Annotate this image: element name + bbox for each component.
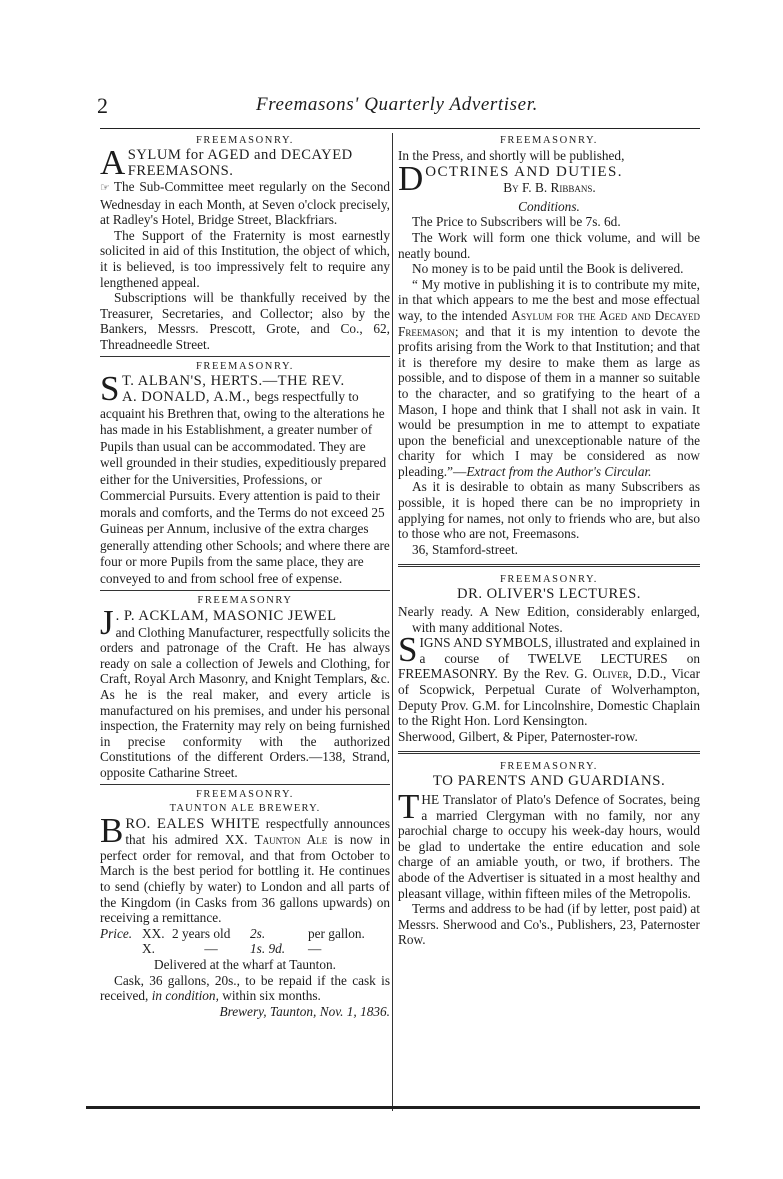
signature: Brewery, Taunton, Nov. 1, 1836. [219, 1003, 390, 1019]
title-line-2: FREEMASONS. [127, 162, 234, 179]
section-label: FREEMASONRY. [499, 135, 599, 146]
cask-note: Cask, 36 gallons, 20s., to be repaid if the cask is received, in condition, within six months. Brewery, Taunton, Nov. 1, 1836. [100, 972, 390, 1019]
body-lead: begs respectfully to acquaint his Brethren that, owing to the alterations he has made in his Establishment, a greater number of Pupils than usual can be accommodated. They are well grounded in their studies, expeditiously prepared either for the Universities, Professions, or Commercial Pursuits. Every attention is paid to their morals and comforts, and the Terms do not exceed 25 Guineas per Annum, inclusive of the extra charges generally attending other Schools; and where there are four or more Pupils from the same place, they are conveyed to and from school free of expense. [100, 389, 390, 586]
price-grade: X. [142, 941, 155, 957]
section-label: FREEMASONRY. [195, 135, 295, 146]
title-text: OCTRINES AND DUTIES. [425, 163, 623, 180]
title-line-2: A. DONALD, A.M., [121, 389, 251, 406]
condition-item: The Price to Subscribers will be 7s. 6d. [412, 214, 621, 230]
title-text: RO. EALES WHITE [125, 815, 261, 832]
section-label: FREEMASONRY. [499, 574, 599, 586]
conditions-heading: Conditions. [518, 198, 580, 214]
drop-cap: T [398, 786, 420, 826]
title-text: SYLUM for AGED and DECAYED [127, 147, 353, 163]
title-text: T. ALBAN'S, HERTS.—THE REV. [121, 372, 345, 389]
advert-body: S IGNS AND SYMBOLS, illustrated and explained in a course of TWELVE LECTURES on FREEMASONRY. By the Rev. G. Oliver, D.D., Vicar of Scopwick, Perpetual Curate of Wolverhampton, Deputy Prov. G.M. for Lincolnshire, Domestic Chaplain to the Right Hon. Lord Kensington. [398, 630, 701, 729]
left-column [100, 134, 390, 1019]
section-label: FREEMASONRY [197, 595, 293, 607]
advert-divider [100, 356, 390, 357]
column-divider [392, 133, 393, 1111]
asylum-advert [100, 134, 390, 353]
drop-cap: A [100, 143, 126, 182]
taunton-advert [100, 788, 391, 1019]
condition-item: The Work will form one thick volume, and will be neatly bound. [398, 229, 700, 261]
terms-line: Terms and address to be had (if by letter, post paid) at Messrs. Sherwood and Co's., Publishers, 23, Paternoster Row. [398, 901, 700, 948]
body-paragraph: Subscriptions will be thankfully received by the Treasurer, Secretaries, and Collector; also by the Bankers, Messrs. Prescott, Grote, and Co., 62, Threadneedle Street. [100, 290, 390, 352]
section-label: FREEMASONRY. [499, 761, 599, 773]
pointing-hand-icon: ☞ [100, 182, 110, 194]
advert-title: TO PARENTS AND GUARDIANS. [432, 773, 666, 790]
acklam-advert [100, 594, 390, 781]
journal-title: Freemasons' Quarterly Advertiser. [256, 94, 538, 115]
price-grade: XX. [142, 925, 165, 941]
section-label: FREEMASONRY. [195, 788, 295, 800]
drop-cap: J [100, 603, 114, 643]
footer-rule [86, 1106, 700, 1109]
body-text: and Clothing Manufacturer, respectfully solicits the orders and patronage of the Craft. He has always ready on sale a collection of Jewels and Clothing, for Craft, Royal Arch Masonry, and Knight Templars, &c. As he is the real maker, and every article is manufactured on his premises, and under his personal inspection, the Fraternity may rely on being furnished in precise conformity with the authorized Constitutions of the different Orders.—138, Strand, opposite Catharine Street. [100, 624, 390, 780]
drop-cap: D [398, 158, 424, 198]
body-text: respectfully announces that his admired XX. [125, 815, 391, 848]
price-age: — [204, 941, 218, 957]
advert-title [398, 158, 700, 198]
advert-divider [398, 564, 700, 567]
advert-body: T HE Translator of Plato's Defence of Socrates, being a married Clergyman with no family, nor any parochial charge to occupy his week-day hours, would be glad to undertake the entire education and sole charge of an amiable youth, or two, if brothers. The abode of the Advertiser is situated in a most healthy and pleasant village, within fifteen miles of the Metropolis. [398, 786, 700, 901]
press-note: In the Press, and shortly will be published, [398, 148, 625, 163]
drop-cap: B [100, 810, 124, 850]
advert-title: DR. OLIVER'S LECTURES. [457, 586, 641, 603]
author-line: By F. B. Ribbans. [503, 180, 596, 196]
oliver-advert [398, 573, 700, 744]
body-smallcaps: Taunton Ale [254, 832, 328, 848]
page-number: 2 [97, 93, 108, 118]
edition-note: Nearly ready. A New Edition, considerably enlarged, with many additional Notes. [398, 604, 700, 635]
quotation: “ My motive in publishing it is to contribute my mite, in that which appears to me the best and mose effectual way, to the intended Asylum for the Aged and Decayed Freemason; and that it is my intention to devote the profits arising from the Work to that Institution; and that it is therefore my desire to make them as large as possible, and to dispose of them in a manner so suitable to the character, and so gratifying to the heart of a Mason, I hope and think that I shall not ask in vain. It would be presumption in me to attempt to expatiate upon the beneficial and unexceptionable nature of the charity for which I may be considered as now pleading.”—Extract from the Author's Circular. [398, 276, 701, 479]
delivery-note: Delivered at the wharf at Taunton. [154, 956, 336, 972]
price-row [100, 941, 390, 957]
address-line: 36, Stamford-street. [412, 541, 518, 557]
price-label: Price. [100, 925, 133, 941]
parents-advert [398, 760, 700, 948]
body-paragraph: ☞ The Sub-Committee meet regularly on the Second Wednesday in each Month, at Seven o'clock precisely, at Radley's Hotel, Bridge Street, Blackfriars. [100, 179, 390, 228]
drop-cap: S [100, 368, 120, 408]
advert-title [100, 603, 390, 781]
price-age: 2 years old [172, 925, 231, 941]
st-albans-advert [100, 360, 390, 588]
condition-item: No money is to be paid until the Book is delivered. [412, 261, 684, 277]
body-paragraph: The Support of the Fraternity is most earnestly solicited in aid of this Institution, the object of which, it is believed, is too impressively felt to require any lengthened appeal. [100, 227, 390, 290]
advert-title [100, 143, 390, 182]
price-value: 2s. [250, 925, 266, 941]
price-row [100, 926, 390, 942]
body-paragraph: As it is desirable to obtain as many Subscribers as possible, it is hoped there can be no impropriety in applying for names, not only to friends who are, but also to those who are not, Freemasons. [398, 479, 700, 542]
title-text: . P. ACKLAM, MASONIC JEWEL [115, 608, 337, 625]
publisher-line: Sherwood, Gilbert, & Piper, Paternoster-row. [398, 728, 638, 744]
section-label: FREEMASONRY. [195, 360, 295, 372]
running-head [97, 93, 697, 123]
advert-divider [100, 590, 390, 591]
header-rule [100, 128, 700, 129]
right-column [398, 134, 700, 951]
doctrines-advert [398, 134, 700, 557]
price-value: 1s. 9d. [250, 941, 286, 957]
body-text: is now in perfect order for removal, and that from October to March is the best period for bottling it. He continues to send (chiefly by water) to London and all parts of the Kingdom (in Casks from 36 gallons upwards) on receiving a remittance. [100, 832, 390, 926]
advert-subtitle: TAUNTON ALE BREWERY. [169, 802, 321, 814]
price-unit: per gallon. [308, 925, 365, 941]
advert-divider [398, 751, 700, 754]
advert-title [100, 368, 390, 588]
advert-title [100, 810, 391, 926]
drop-cap: S [398, 630, 418, 670]
advert-divider [100, 784, 390, 785]
price-unit: — [308, 941, 322, 957]
